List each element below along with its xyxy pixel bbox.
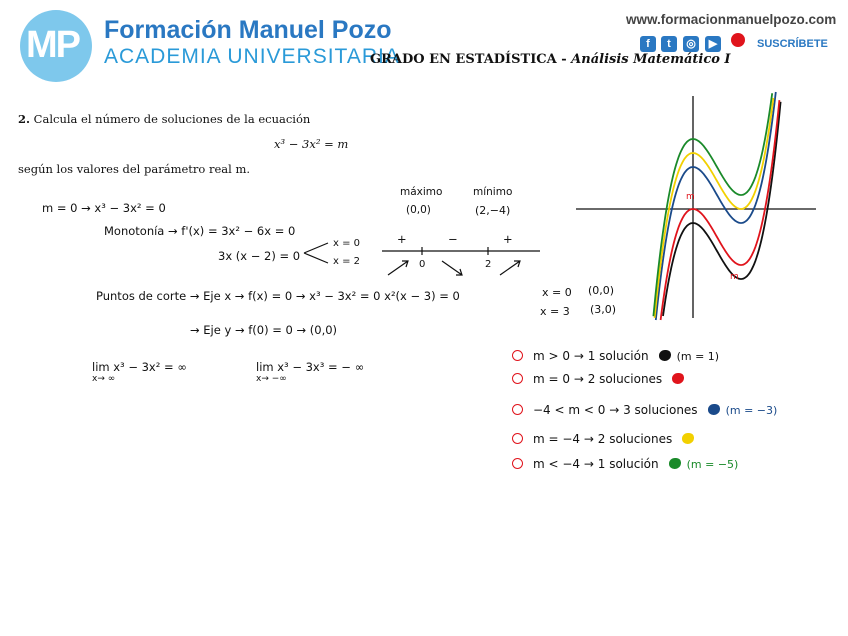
minimo-point: (2,−4) (475, 204, 511, 217)
sign-plus-1: + (397, 232, 407, 246)
work-factor: 3x (x − 2) = 0 (218, 249, 301, 263)
work-puntos-corte: Puntos de corte → Eje x → f(x) = 0 → x³ − 3x² = 0 x²(x − 3) = 0 (96, 289, 460, 303)
corte-p1: (0,0) (588, 284, 615, 297)
bullet-icon (512, 458, 523, 469)
course-degree: GRADO EN ESTADÍSTICA - (370, 52, 572, 67)
work-root-a: x = 0 (333, 238, 361, 249)
instagram-icon[interactable]: ◎ (683, 36, 699, 52)
bullet-icon (512, 350, 523, 361)
case-text: m = 0 → 2 soluciones (533, 372, 663, 386)
label-m: m (686, 192, 695, 202)
course-title (370, 52, 731, 67)
case-row (512, 345, 719, 364)
work-lim1: lim x³ − 3x² = ∞ (92, 360, 187, 374)
twitter-icon[interactable]: t (661, 36, 677, 52)
work-monotonia: Monotonía → f'(x) = 3x² − 6x = 0 (104, 224, 296, 238)
label-m-min: m (730, 272, 739, 282)
facebook-icon[interactable]: f (640, 36, 656, 52)
bullet-icon (512, 373, 523, 384)
corte-p2: (3,0) (590, 303, 617, 316)
brand-name: Formación Manuel Pozo (104, 16, 392, 44)
case-row (512, 399, 777, 418)
brand-subtitle: ACADEMIA UNIVERSITARIA (104, 45, 400, 68)
case-text: m < −4 → 1 solución (533, 457, 659, 471)
cubic-graph (570, 86, 820, 326)
website-link[interactable]: www.formacionmanuelpozo.com (626, 12, 837, 27)
work-root-b: x = 2 (333, 256, 361, 267)
work-lim2-sub: x→ −∞ (256, 374, 287, 384)
case-example: (m = −3) (725, 404, 778, 417)
work-lim2: lim x³ − 3x³ = − ∞ (256, 360, 365, 374)
work-eje-y: → Eje y → f(0) = 0 → (0,0) (190, 323, 338, 337)
bullet-icon (512, 433, 523, 444)
problem-equation: x³ − 3x² = m (274, 137, 349, 151)
curve-m-neg3 (656, 92, 776, 320)
problem-text: Calcula el número de soluciones de la ecuación (33, 112, 311, 126)
curve-m-0 (661, 100, 780, 320)
problem-number: 2. (18, 112, 31, 126)
branch-arrows (300, 236, 336, 270)
tick-0: 0 (419, 259, 426, 270)
maximo-label: máximo (400, 186, 443, 198)
youtube-icon[interactable]: ▶ (705, 36, 721, 52)
sign-chart (380, 245, 542, 279)
color-swatch-icon (659, 350, 671, 361)
work-lim1-sub: x→ ∞ (92, 374, 116, 384)
logo-mark: MP (26, 24, 79, 66)
curve-m-neg5 (653, 93, 772, 316)
sign-plus-2: + (503, 232, 513, 246)
work-m0: m = 0 → x³ − 3x² = 0 (42, 201, 166, 215)
case-example: (m = −5) (686, 458, 739, 471)
color-swatch-icon (682, 433, 694, 444)
subscribe-button[interactable]: SUSCRÍBETE (757, 38, 828, 50)
minimo-label: mínimo (473, 186, 513, 198)
color-swatch-icon (708, 404, 720, 415)
bullet-icon (512, 404, 523, 415)
corte-x1: x = 0 (542, 286, 572, 299)
color-swatch-icon (669, 458, 681, 469)
case-example: (m = 1) (676, 350, 720, 363)
case-text: m > 0 → 1 solución (533, 349, 649, 363)
case-row (512, 368, 684, 387)
maximo-point: (0,0) (406, 204, 431, 216)
problem-statement (18, 112, 310, 126)
problem-statement-2: según los valores del parámetro real m. (18, 162, 251, 176)
case-row (512, 453, 738, 472)
sign-minus: − (448, 232, 458, 246)
tick-2: 2 (485, 259, 492, 270)
bell-icon[interactable] (731, 33, 745, 47)
case-text: −4 < m < 0 → 3 soluciones (533, 403, 698, 417)
case-text: m = −4 → 2 soluciones (533, 432, 673, 446)
course-subject: Análisis Matemático I (571, 52, 731, 67)
corte-x2: x = 3 (540, 305, 570, 318)
case-row (512, 428, 694, 447)
color-swatch-icon (672, 373, 684, 384)
